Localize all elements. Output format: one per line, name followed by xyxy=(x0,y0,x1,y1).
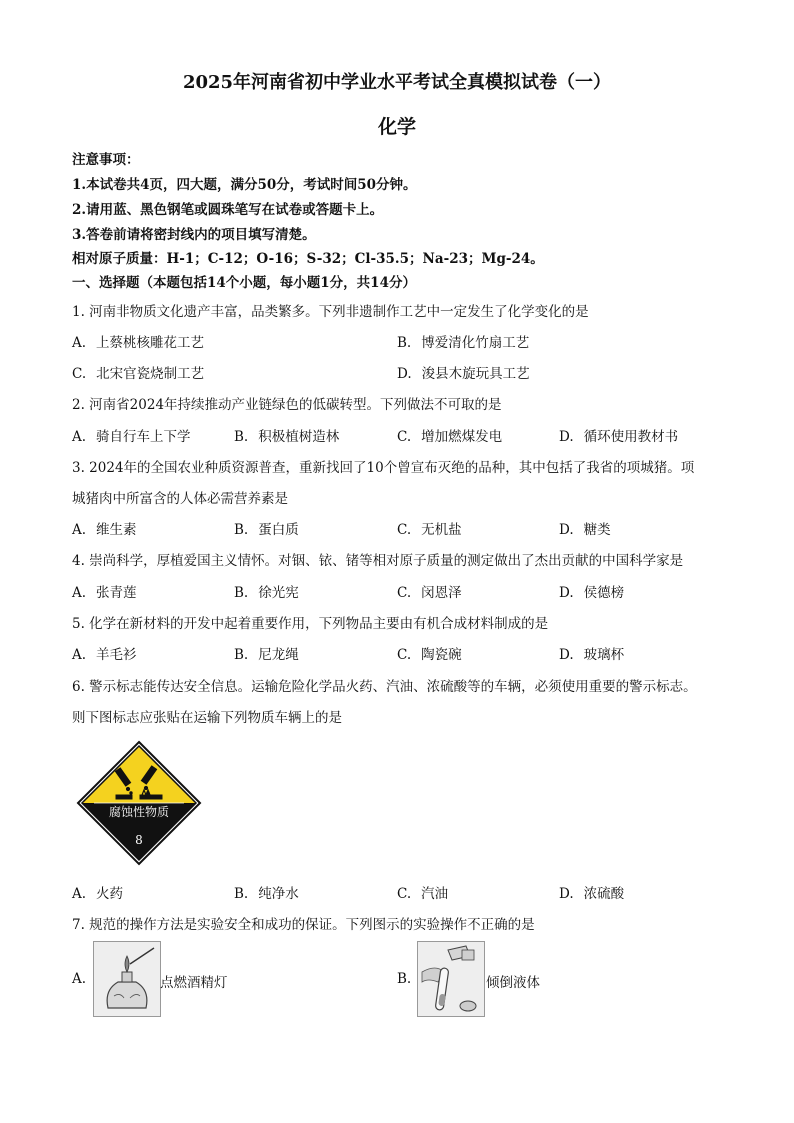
option-a xyxy=(72,331,204,351)
option-letter: A. xyxy=(72,522,87,538)
option-a xyxy=(72,425,191,445)
option-letter: A. xyxy=(72,585,87,601)
option-letter: D. xyxy=(559,647,574,663)
question-stem: 2. 河南省2024年持续推动产业链绿色的低碳转型。下列做法不可取的是 xyxy=(72,397,502,413)
option-letter: D. xyxy=(397,366,412,382)
option-letter: D. xyxy=(559,429,574,445)
option-letter: C. xyxy=(397,647,412,663)
option-text: 博爱清化竹扇工艺 xyxy=(421,335,530,351)
option-text: 侯德榜 xyxy=(583,585,625,601)
option-text: 羊毛衫 xyxy=(96,647,137,663)
option-text: 汽油 xyxy=(421,886,449,902)
option-text: 北宋官瓷烧制工艺 xyxy=(96,366,205,382)
subject-title: 化学 xyxy=(377,116,416,138)
option-d xyxy=(397,362,530,382)
option-letter: D. xyxy=(559,522,574,538)
option-d xyxy=(559,425,678,445)
option-letter: B. xyxy=(397,335,412,351)
option-a xyxy=(72,581,137,601)
option-d xyxy=(559,518,611,538)
option-text: 点燃酒精灯 xyxy=(160,975,228,991)
sign-yellow-half xyxy=(82,746,196,803)
option-text: 纯净水 xyxy=(258,886,299,902)
option-text: 闵恩泽 xyxy=(421,585,462,601)
question-stem-cont: 城猪肉中所富含的人体必需营养素是 xyxy=(72,491,288,507)
option-text: 蛋白质 xyxy=(258,522,299,538)
option-letter: C. xyxy=(397,585,412,601)
option-letter: B. xyxy=(397,971,412,987)
option-c xyxy=(397,643,462,663)
option-text: 徐光宪 xyxy=(258,585,299,601)
option-c xyxy=(397,518,462,538)
question-stem: 7. 规范的操作方法是实验安全和成功的保证。下列图示的实验操作不正确的是 xyxy=(72,917,535,933)
option-text: 增加燃煤发电 xyxy=(421,429,503,445)
note-item: 3.答卷前请将密封线内的项目填写清楚。 xyxy=(72,227,316,243)
option-letter: A. xyxy=(72,886,87,902)
option-letter: C. xyxy=(397,522,412,538)
option-text: 张青莲 xyxy=(96,585,137,601)
corrosive-hazard-sign xyxy=(76,740,202,866)
option-letter: D. xyxy=(559,886,574,902)
option-text: 陶瓷碗 xyxy=(421,647,462,663)
option-letter: A. xyxy=(72,647,87,663)
option-letter: C. xyxy=(72,366,87,382)
question-stem: 1. 河南非物质文化遗产丰富，品类繁多。下列非遗制作工艺中一定发生了化学变化的是 xyxy=(72,304,589,320)
option-letter: B. xyxy=(234,886,249,902)
option-d xyxy=(559,882,624,902)
option-a xyxy=(72,518,137,538)
option-letter: B. xyxy=(234,522,249,538)
option-text: 上蔡桃核雕花工艺 xyxy=(96,335,205,351)
option-b xyxy=(234,643,299,663)
pouring-liquid-image xyxy=(417,941,485,1017)
note-item: 1.本试卷共4页，四大题，满分50分，考试时间50分钟。 xyxy=(72,177,417,193)
option-letter: A. xyxy=(72,335,87,351)
option-text: 倾倒液体 xyxy=(486,975,540,991)
option-text: 循环使用教材书 xyxy=(583,429,679,445)
question-stem: 4. 崇尚科学，厚植爱国主义情怀。对铟、铱、锗等相对原子质量的测定做出了杰出贡献的中国科学家是 xyxy=(72,553,684,569)
question-stem-cont: 则下图标志应张贴在运输下列物质车辆上的是 xyxy=(72,710,342,726)
section-heading: 一、选择题（本题包括14个小题，每小题1分，共14分） xyxy=(72,275,416,291)
notes-heading: 注意事项： xyxy=(72,152,140,168)
option-a xyxy=(72,643,137,663)
option-a xyxy=(72,882,123,902)
option-b xyxy=(234,518,299,538)
option-letter: B. xyxy=(234,585,249,601)
sign-number: 8 xyxy=(135,833,143,847)
question-stem: 3. 2024年的全国农业种质资源普查，重新找回了10个曾宣布灭绝的品种，其中包括了我省的项城猪。项 xyxy=(72,460,695,476)
option-text: 浚县木旋玩具工艺 xyxy=(421,366,530,382)
option-b xyxy=(397,331,529,351)
option-text: 浓硫酸 xyxy=(583,886,625,902)
option-letter: A. xyxy=(72,429,87,445)
sign-text: 腐蚀性物质 xyxy=(108,805,170,819)
option-letter: C. xyxy=(397,886,412,902)
option-text: 尼龙绳 xyxy=(258,647,299,663)
option-letter: A. xyxy=(72,971,87,987)
option-letter: C. xyxy=(397,429,412,445)
option-c xyxy=(397,882,448,902)
option-text: 骑自行车上下学 xyxy=(96,429,191,445)
option-text: 糖类 xyxy=(583,522,611,538)
option-letter: B. xyxy=(234,647,249,663)
option-text: 积极植树造林 xyxy=(258,429,340,445)
exam-title: 2025年河南省初中学业水平考试全真模拟试卷（一） xyxy=(182,72,612,93)
lighting-alcohol-lamp-image xyxy=(93,941,161,1017)
option-d xyxy=(559,643,624,663)
option-b xyxy=(234,581,299,601)
option-c xyxy=(397,581,462,601)
option-c xyxy=(72,362,204,382)
option-b xyxy=(234,882,299,902)
option-text: 维生素 xyxy=(96,522,137,538)
question-stem: 5. 化学在新材料的开发中起着重要作用，下列物品主要由有机合成材料制成的是 xyxy=(72,616,549,632)
option-text: 火药 xyxy=(96,886,124,902)
option-letter: D. xyxy=(559,585,574,601)
option-text: 无机盐 xyxy=(421,522,462,538)
option-b xyxy=(234,425,339,445)
option-c xyxy=(397,425,502,445)
option-d xyxy=(559,581,624,601)
option-text: 玻璃杯 xyxy=(583,647,625,663)
question-stem: 6. 警示标志能传达安全信息。运输危险化学品火药、汽油、浓硫酸等的车辆，必须使用重要的警示标志。 xyxy=(72,679,697,695)
atomic-mass-line: 相对原子质量：H-1；C-12；O-16；S-32；Cl-35.5；Na-23；Mg-24。 xyxy=(72,251,544,267)
option-letter: B. xyxy=(234,429,249,445)
note-item: 2.请用蓝、黑色钢笔或圆珠笔写在试卷或答题卡上。 xyxy=(72,202,384,218)
